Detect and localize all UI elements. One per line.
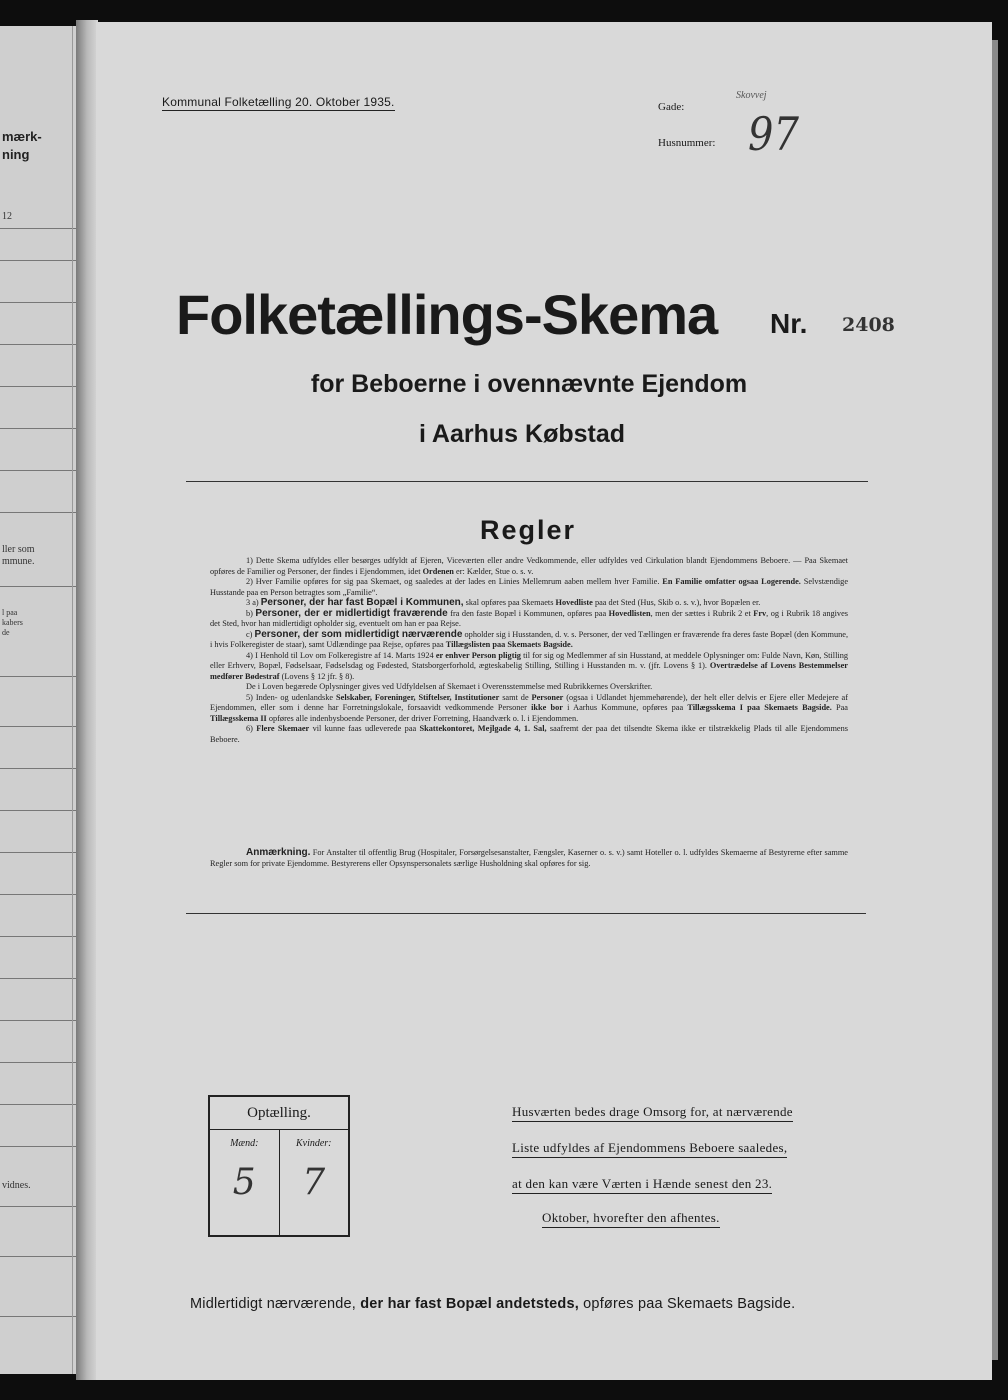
facing-page-heading-fragment: mærk- ning — [2, 129, 42, 162]
facing-page — [0, 26, 76, 1374]
rule-1: 1) Dette Skema udfyldes eller besørges udfyldt af Ejeren, Viceværten eller andre Vedkommende, eller udfyldes ved Cirkulation blandt Ejendommens Beboere. — Paa Skemaet opføres de Familier og Personer, der findes i Ejendommen, idet Ordenen er: Kælder, Stue o. s. v. — [210, 556, 848, 576]
women-column — [280, 1130, 349, 1236]
rule-2: 2) Hver Familie opføres for sig paa Skemaet, og saaledes at der lades en Linies Mellemrum aaben mellem hver Familie. En Familie omfatter ogsaa Logerende. Selvstændige Husstande paa en Person betragtes som „Familie“. — [210, 577, 849, 597]
form-title: Folketællings-Skema — [176, 283, 718, 346]
book-gutter — [76, 20, 98, 1380]
rules-text — [210, 556, 848, 745]
landlord-note-line: Liste udfyldes af Ejendommens Beboere saaledes, — [512, 1140, 787, 1158]
divider — [186, 913, 866, 914]
form-subtitle: for Beboerne i ovennævnte Ejendom — [310, 370, 748, 398]
men-label: Mænd: — [230, 1138, 259, 1149]
street-label: Gade: — [658, 101, 685, 113]
divider — [186, 481, 868, 482]
house-number-label: Husnummer: — [658, 137, 716, 149]
rule-3b: b) Personer, der er midlertidigt fraværende fra den faste Bopæl i Kommunen, opføres paa Hovedlisten, men der sættes i Rubrik 2 et Frv, og i Rubrik 18 angives det Sted, hvor han midlertidigt opholder sig, eventuelt om han er paa Rejse. — [210, 607, 848, 628]
remark-text: For Anstalter til offentlig Brug (Hospitaler, Forsørgelsesanstalter, Fængsler, Kaserner o. s. v.) samt Hoteller o. l. udfyldes Skemaerne af Bestyrerne efter samme Regler som for private Ejendomme. Bestyrerens eller Opsynspersonalets særlige Husholdning skal opføres for sig. — [210, 848, 848, 868]
landlord-note-line: Husværten bedes drage Omsorg for, at nærværende — [512, 1104, 793, 1122]
rule-6: 6) Flere Skemaer vil kunne faas udleverede paa Skattekontoret, Mejlgade 4, 1. Sal, saafremt der paa det tilsendte Skema ikke er tilstrækkelig Plads til alle Ejendommens Beboere. — [210, 724, 848, 744]
facing-page-text-fragment: ller som mmune. — [2, 544, 35, 567]
house-number-value: 97 — [748, 108, 799, 162]
rule-3c: c) Personer, der som midlertidigt nærværende opholder sig i Husstanden, d. v. s. Personer, der ved Tællingen er fraværende fra deres faste Bopæl (den Kommune, i hvis Folkeregister de staar), samt Udlændinge paa Rejse, opføres paa Tillægslisten paa Skemaets Bagside. — [210, 628, 849, 649]
street-value: Skovvej — [736, 90, 767, 101]
remark-label: Anmærkning. — [246, 847, 311, 858]
form-number-label: Nr. — [770, 308, 808, 339]
landlord-note-line: Oktober, hvorefter den afhentes. — [542, 1210, 720, 1228]
page-edge — [992, 40, 998, 1360]
landlord-note-line: at den kan være Værten i Hænde senest den 23. — [512, 1176, 772, 1194]
women-label: Kvinder: — [295, 1138, 332, 1149]
remark — [210, 848, 848, 869]
count-box-title: Optælling. — [210, 1097, 348, 1130]
women-count: 7 — [302, 1162, 326, 1203]
facing-page-column-number: 12 — [2, 211, 12, 222]
rule-3a: 3 a) Personer, der har fast Bopæl i Kommunen, skal opføres paa Skemaets Hovedliste paa det Sted (Hus, Skib o. s. v.), hvor Bopælen er. — [246, 597, 761, 608]
facing-page-text-fragment: l paa kabers de — [2, 608, 23, 637]
form-subtitle-city: i Aarhus Købstad — [418, 420, 626, 448]
rule-4-note: De i Loven begærede Oplysninger gives ved Udfyldelsen af Skemaet i Overensstemmelse med Rubrikkernes Overskrifter. — [246, 682, 653, 691]
census-header: Kommunal Folketælling 20. Oktober 1935. — [162, 95, 395, 109]
men-count: 5 — [232, 1162, 256, 1203]
rule-4: 4) I Henhold til Lov om Folkeregistre af 14. Marts 1924 er enhver Person pligtig til for sig og Medlemmer af sin Husstand, at meddele Oplysninger om: Fulde Navn, Køn, Stilling eller Erhverv, Bopæl, Fødselsaar, Fødselsdag og Fødested, Statsborgerforhold, ægteskabelig Stilling, Stilling i Husstanden m. v. (jfr. Lovens § 1). Overtrædelse af Lovens Bestemmelser medfører Bødestraf (Lovens § 12 jfr. § 8). — [210, 650, 849, 681]
rule-5: 5) Inden- og udenlandske Selskaber, Foreninger, Stiftelser, Institutioner samt de Personer (ogsaa i Udlandet hjemmehørende), der helt eller delvis er Ejere eller Medejere af Ejendommen, eller som i denne har Forretningslokale, forsaavidt vedkommende Personer ikke bor i Aarhus Kommune, opføres paa Tillægsskema I paa Skemaets Bagside. Paa Tillægsskema II opføres alle indenbysboende Personer, der driver Forretning, Haandværk o. l. i Ejendommen. — [210, 692, 849, 723]
footer-note: Midlertidigt nærværende, der har fast Bopæl andetsteds, opføres paa Skemaets Bagside. — [190, 1296, 796, 1312]
count-box — [208, 1095, 350, 1237]
form-number-value: 2408 — [842, 314, 895, 336]
rules-heading: Regler — [480, 515, 577, 545]
facing-page-text-fragment: vidnes. — [2, 1180, 31, 1191]
men-column — [210, 1130, 280, 1236]
